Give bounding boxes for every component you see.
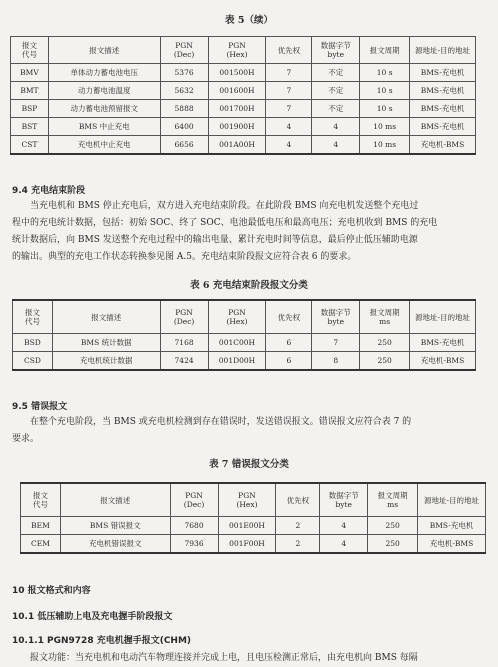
table-cell: 250: [368, 517, 418, 535]
table5-header-cell: 数据字节 byte: [312, 37, 360, 64]
section-9-4-heading: 9.4 充电结束阶段: [12, 186, 86, 196]
table5-header-cell: PGN (Dec): [160, 37, 208, 64]
paragraph-line: 程中的充电统计数据，包括：初始 SOC、终了 SOC、电池最低电压和最高电压；充电机收到 BMS 的充电: [12, 218, 438, 228]
section-10-1-1-paragraph: 报文功能：当充电机和电动汽车物理连接并完成上电，且电压检测正常后，由充电机向 BMS 每隔: [30, 653, 418, 663]
table-cell: 4: [312, 118, 360, 136]
table-cell: 4: [320, 517, 368, 535]
table6-header-cell: 报文周期 ms: [360, 300, 410, 334]
table6-caption: 表 6 充电结束阶段报文分类: [190, 280, 308, 291]
table-cell: 5632: [160, 82, 208, 100]
table6-header-row: [13, 300, 476, 334]
table-cell: 10 ms: [360, 136, 410, 155]
section-9-5-heading: 9.5 错误报文: [12, 402, 68, 412]
table-cell: 5888: [160, 100, 208, 118]
table-cell: 7168: [160, 334, 208, 352]
table7-header-cell: 源地址-目的地址: [418, 483, 486, 517]
table-cell: 001E00H: [218, 517, 276, 535]
table-cell: 充电机统计数据: [52, 352, 160, 371]
table7-header-cell: 报文周期 ms: [368, 483, 418, 517]
section-9-4-paragraph: [12, 198, 478, 266]
table-cell: 6400: [160, 118, 208, 136]
table-row: [11, 136, 476, 155]
table-cell: 001D00H: [208, 352, 266, 371]
paragraph-line: 在整个充电阶段，当 BMS 或充电机检测到存在错误时，发送错误报文。错误报文应符合表 7 的: [30, 417, 412, 427]
table-cell: 250: [360, 352, 410, 371]
table-cell: 7: [266, 82, 312, 100]
table7-header-row: [21, 483, 486, 517]
table-cell: 7424: [160, 352, 208, 371]
table-cell: BMS 错误报文: [60, 517, 170, 535]
table5-header-cell: 报文描述: [48, 37, 160, 64]
table-cell: 7936: [170, 535, 218, 554]
table7-header-cell: 优先权: [276, 483, 320, 517]
table-cell: BMS-充电机: [410, 64, 476, 82]
table7-header-cell: PGN (Hex): [218, 483, 276, 517]
table-cell: 不定: [312, 100, 360, 118]
table-cell: 001C00H: [208, 334, 266, 352]
table5-header-cell: 优先权: [266, 37, 312, 64]
table-cell: BMS-充电机: [410, 82, 476, 100]
table-cell: 动力蓄电池预留报文: [48, 100, 160, 118]
table-cell: BMS-充电机: [410, 334, 476, 352]
table-row: [11, 64, 476, 82]
table-cell: 不定: [312, 64, 360, 82]
table6-header-cell: 数据字节 byte: [312, 300, 360, 334]
table-cell: CSD: [13, 352, 53, 371]
table7-header-cell: 报文 代号: [21, 483, 61, 517]
table-cell: BSD: [13, 334, 53, 352]
table-cell: 单体动力蓄电池电压: [48, 64, 160, 82]
table7: [20, 482, 486, 554]
table-row: [13, 334, 476, 352]
table-cell: 5376: [160, 64, 208, 82]
section-10-1-heading: 10.1 低压辅助上电及充电握手阶段报文: [12, 612, 173, 622]
table-cell: 充电机-BMS: [418, 535, 486, 554]
table-cell: 充电机错误报文: [60, 535, 170, 554]
table-cell: 不定: [312, 82, 360, 100]
paragraph-line: 要求。: [12, 434, 40, 444]
section-9-5-paragraph: [12, 414, 478, 448]
table5-header-cell: PGN (Hex): [208, 37, 266, 64]
table5: [10, 36, 476, 155]
table-cell: BST: [11, 118, 49, 136]
table5-header-cell: 报文周期: [360, 37, 410, 64]
table7-header-cell: 数据字节 byte: [320, 483, 368, 517]
table-cell: 6: [266, 334, 312, 352]
table-cell: BMS-充电机: [410, 118, 476, 136]
table-cell: BMS 统计数据: [52, 334, 160, 352]
table-cell: BMT: [11, 82, 49, 100]
table6: [12, 299, 476, 371]
table-cell: 001A00H: [208, 136, 266, 155]
table-cell: 6: [266, 352, 312, 371]
table-cell: BMS-充电机: [410, 100, 476, 118]
table-cell: 001600H: [208, 82, 266, 100]
table7-header-cell: 报文描述: [60, 483, 170, 517]
table-cell: 4: [320, 535, 368, 554]
table-cell: 充电机中止充电: [48, 136, 160, 155]
table6-header-cell: PGN (Dec): [160, 300, 208, 334]
table-row: [11, 82, 476, 100]
table-cell: 7: [266, 64, 312, 82]
table5-caption: 表 5（续）: [225, 15, 273, 26]
table6-header-cell: 优先权: [266, 300, 312, 334]
table-cell: 8: [312, 352, 360, 371]
table-cell: 10 ms: [360, 118, 410, 136]
table-cell: BSP: [11, 100, 49, 118]
table-cell: 4: [266, 136, 312, 155]
table-cell: 动力蓄电池温度: [48, 82, 160, 100]
table-row: [13, 352, 476, 371]
table-row: [21, 535, 486, 554]
table5-header-cell: 报文 代号: [11, 37, 49, 64]
table-cell: 充电机-BMS: [410, 136, 476, 155]
table-cell: BMS 中止充电: [48, 118, 160, 136]
table-cell: BEM: [21, 517, 61, 535]
table-cell: 7: [266, 100, 312, 118]
table7-header-cell: PGN (Dec): [170, 483, 218, 517]
table-cell: 2: [276, 535, 320, 554]
table-cell: 001F00H: [218, 535, 276, 554]
table-cell: BMS-充电机: [418, 517, 486, 535]
table-cell: 7680: [170, 517, 218, 535]
table-cell: 10 s: [360, 64, 410, 82]
table-cell: 7: [312, 334, 360, 352]
table-cell: 10 s: [360, 82, 410, 100]
table-cell: 2: [276, 517, 320, 535]
paragraph-line: 的输出。典型的充电工作状态转换参见图 A.5。充电结束阶段报文应符合表 6 的要求。: [12, 252, 357, 262]
table-cell: CEM: [21, 535, 61, 554]
table-cell: CST: [11, 136, 49, 155]
table6-header-cell: 报文描述: [52, 300, 160, 334]
section-10-1-1-heading: 10.1.1 PGN9728 充电机握手报文(CHM): [12, 636, 192, 646]
table-cell: 001700H: [208, 100, 266, 118]
table-cell: 充电机-BMS: [410, 352, 476, 371]
table-cell: 250: [368, 535, 418, 554]
paragraph-line: 统计数据后，向 BMS 发送整个充电过程中的输出电量、累计充电时间等信息，最后停止低压辅助电源: [12, 235, 418, 245]
table6-header-cell: 报文 代号: [13, 300, 53, 334]
table6-header-cell: 源地址-目的地址: [410, 300, 476, 334]
section-10-heading: 10 报文格式和内容: [12, 586, 91, 596]
table-row: [21, 517, 486, 535]
table-cell: 001900H: [208, 118, 266, 136]
table5-header-row: [11, 37, 476, 64]
paragraph-line: 当充电机和 BMS 停止充电后，双方进入充电结束阶段。在此阶段 BMS 向充电机发送整个充电过: [30, 201, 419, 211]
table6-header-cell: PGN (Hex): [208, 300, 266, 334]
table5-header-cell: 源地址-目的地址: [410, 37, 476, 64]
table-cell: 001500H: [208, 64, 266, 82]
table-cell: 6656: [160, 136, 208, 155]
table-cell: BMV: [11, 64, 49, 82]
table-row: [11, 100, 476, 118]
table-cell: 4: [266, 118, 312, 136]
table-cell: 250: [360, 334, 410, 352]
table-cell: 10 s: [360, 100, 410, 118]
table7-caption: 表 7 错误报文分类: [209, 459, 289, 470]
table-row: [11, 118, 476, 136]
table-cell: 4: [312, 136, 360, 155]
